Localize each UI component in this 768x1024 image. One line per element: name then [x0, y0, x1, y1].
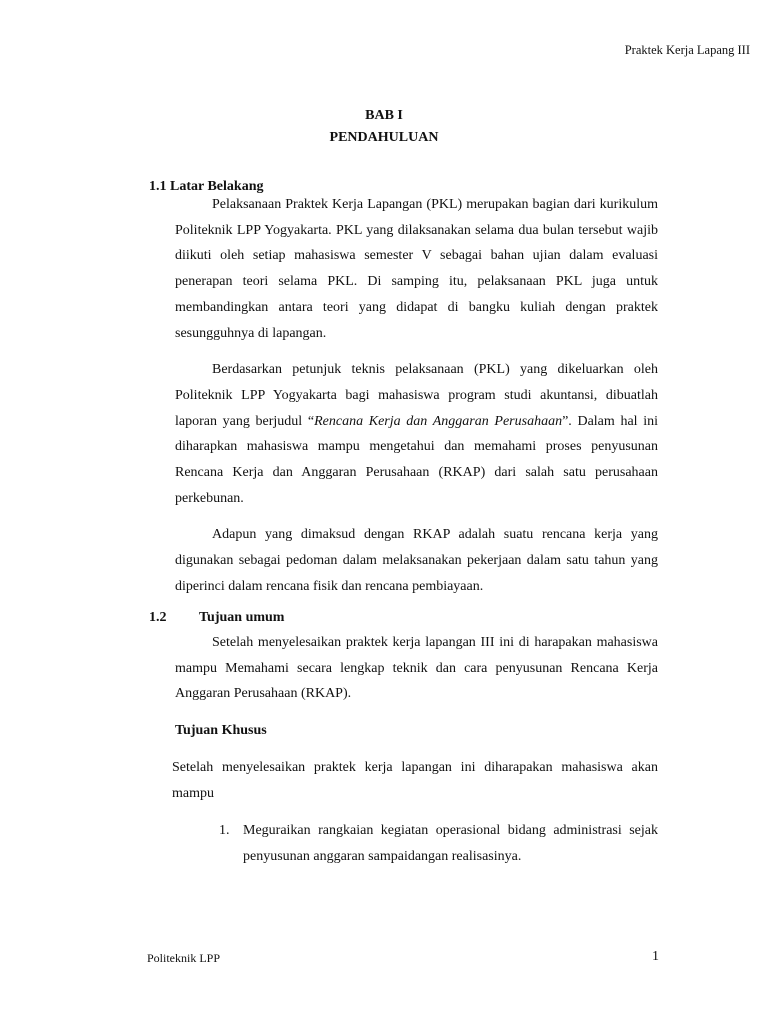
page-number: 1 [652, 949, 659, 964]
paragraph-text: Berdasarkan petunjuk teknis pelaksanaan (PKL) yang dikeluarkan oleh Politeknik LPP Yogyakarta bagi mahasiswa program studi akuntansi, dibuatlah laporan yang berjudul “ [175, 362, 658, 429]
paragraph-text: ”. Dalam hal ini diharapkan mahasiswa mampu mengetahui dan memahami proses penyusunan Rencana Kerja dan Anggaran Perusahaan (RKAP) dari salah satu perusahaan perkebunan. [175, 413, 659, 506]
section-number: 1.2 [149, 610, 167, 625]
paragraph-tujuan-khusus-intro: Setelah menyelesaikan praktek kerja lapangan ini diharapakan mahasiswa akan mampu [172, 760, 658, 801]
paragraph-tujuan-umum: Setelah menyelesaikan praktek kerja lapangan III ini di harapakan mahasiswa mampu Memahami secara lengkap teknik dan cara penyusunan Rencana Kerja Anggaran Perusahaan (RKAP). [175, 635, 658, 702]
section-title: Tujuan umum [199, 610, 285, 625]
chapter-title: PENDAHULUAN [329, 130, 439, 145]
footer-institution: Politeknik LPP [147, 951, 221, 965]
section-1-2-heading [149, 610, 284, 626]
section-1-2-body [175, 630, 658, 707]
section-1-1-heading: 1.1 Latar Belakang [149, 179, 264, 194]
tujuan-khusus-list [219, 818, 658, 869]
tujuan-khusus-heading: Tujuan Khusus [175, 723, 267, 738]
tujuan-khusus-intro-block [172, 755, 658, 806]
running-header: Praktek Kerja Lapang III [624, 43, 750, 57]
list-item [219, 818, 658, 869]
section-1-1-body [175, 192, 658, 600]
chapter-number: BAB I [365, 108, 403, 123]
list-marker: 1. [219, 823, 230, 838]
list-item-text: Meguraikan rangkaian kegiatan operasional bidang administrasi sejak penyusunan anggaran sampaidangan realisasinya. [243, 823, 658, 864]
paragraph-latar-belakang-3: Adapun yang dimaksud dengan RKAP adalah suatu rencana kerja yang digunakan sebagai pedoman dalam melaksanakan pekerjaan dalam satu tahun yang diperinci dalam rencana fisik dan rencana pembiayaan. [175, 527, 658, 594]
report-title-italic: Rencana Kerja dan Anggaran Perusahaan [314, 413, 563, 429]
paragraph-latar-belakang-1: Pelaksanaan Praktek Kerja Lapangan (PKL) merupakan bagian dari kurikulum Politeknik LPP Yogyakarta. PKL yang dilaksanakan selama dua bulan tersebut wajib diikuti oleh setiap mahasiswa semester V sebagai bahan ujian dalam evaluasi penerapan teori selama PKL. Di samping itu, pelaksanaan PKL juga untuk membandingkan antara teori yang didapat di bangku kuliah dengan praktek sesungguhnya di lapangan. [175, 197, 658, 341]
paragraph-latar-belakang-2 [175, 357, 658, 511]
